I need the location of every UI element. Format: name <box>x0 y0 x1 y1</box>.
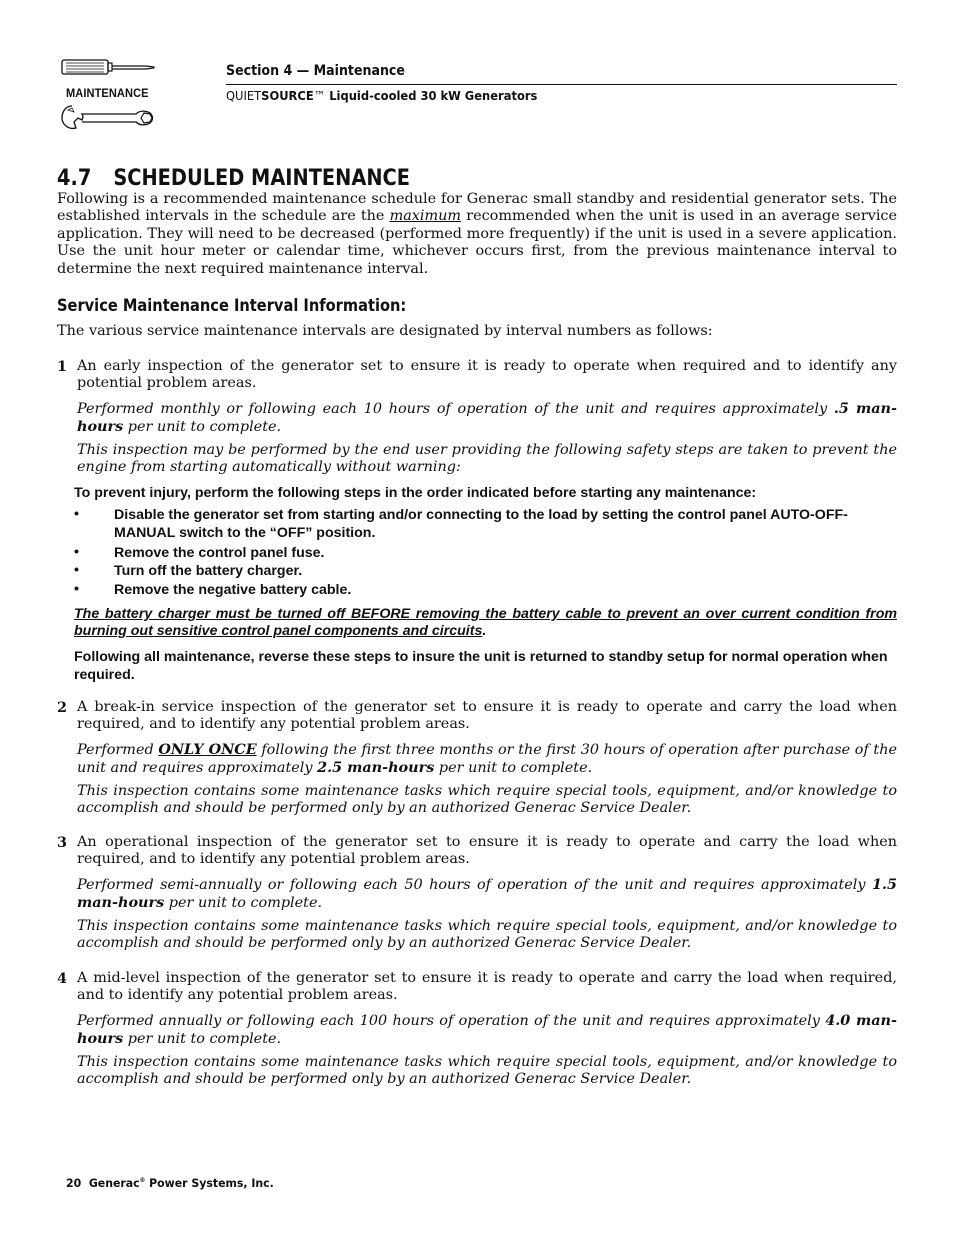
interval-performed <box>77 1012 897 1049</box>
bullet-icon: • <box>74 581 79 597</box>
subtitle-quiet: QUIET <box>226 88 262 103</box>
interval-note: This inspection may be performed by the end user providing the following safety steps are taken to prevent the engine from starting automatically without warning: <box>77 442 897 476</box>
bullet-icon: • <box>74 544 79 560</box>
interval-performed <box>77 876 897 913</box>
footer-company-rest: Power Systems, Inc. <box>145 1176 274 1190</box>
interval-number: 3 <box>57 834 68 851</box>
subtitle-product: Liquid-cooled 30 kW Generators <box>325 88 538 103</box>
after-maintenance-note: Following all maintenance, reverse these steps to insure the unit is returned to standby setup for normal operation when required. <box>74 649 888 683</box>
interval-note: This inspection contains some maintenance tasks which require special tools, equipment, and/or knowledge to accomplish and should be performed only by an authorized Generac Service Dealer. <box>77 1054 897 1088</box>
page-title <box>57 166 410 191</box>
interval-number: 4 <box>57 970 68 987</box>
interval-description: A break-in service inspection of the generator set to ensure it is ready to operate and carry the load when required, and to identify any potential problem areas. <box>77 699 897 733</box>
interval-performed <box>77 741 897 778</box>
performed-text: Performed semi-annually or following each 50 hours of operation of the unit and requires approximately <box>77 877 872 893</box>
interval-description: An early inspection of the generator set to ensure it is ready to operate when required and to identify any potential problem areas. <box>77 358 897 392</box>
interval-description: An operational inspection of the generator set to ensure it is ready to operate and carry the load when required, and to identify any potential problem areas. <box>77 834 897 868</box>
registered-mark: ® <box>139 1177 146 1185</box>
subtitle-trademark: ™ <box>313 88 326 103</box>
performed-text-end: per unit to complete. <box>434 760 593 777</box>
interval-number: 1 <box>57 358 68 375</box>
performed-text: Performed <box>77 742 159 758</box>
performed-text: Performed annually or following each 100 hours of operation of the unit and requires approximately <box>77 1013 826 1029</box>
caution-period: . <box>482 623 487 639</box>
man-hours-value: .5 man-hours <box>77 400 897 436</box>
safety-step: Disable the generator set from starting and/or connecting to the load by setting the control panel AUTO-OFF-MANUAL switch to the “OFF” position. <box>114 507 848 541</box>
performed-text: Performed monthly or following each 10 hours of operation of the unit and requires approximately <box>77 401 834 417</box>
intro-emphasis: maximum <box>389 208 462 225</box>
bullet-icon: • <box>74 506 79 522</box>
document-subtitle <box>226 88 537 103</box>
header-divider <box>226 84 897 85</box>
performed-text-mid: following the first three months or the first 30 hours of operation after purchase of the unit and requires approximately <box>77 742 897 777</box>
safety-step: Turn off the battery charger. <box>114 563 303 579</box>
section-title: Section 4 — Maintenance <box>226 63 405 79</box>
safety-intro: To prevent injury, perform the following steps in the order indicated before starting any maintenance: <box>74 485 757 501</box>
bullet-icon: • <box>74 562 79 578</box>
subsection-heading: Service Maintenance Interval Information: <box>57 296 407 316</box>
intro-text-2: recommended when the unit is used in an average service application. They will need to be decreased (performed more frequently) if the unit is used in a severe application. Use the unit hour meter or calendar time, whichever occurs first, from the previous maintenance interval to determine the next required maintenance interval. <box>57 208 898 277</box>
man-hours-value: 2.5 man-hours <box>317 759 435 777</box>
intro-text-1: Following is a recommended maintenance schedule for Generac small standby and residential generator sets. The established intervals in the schedule are the <box>57 191 897 225</box>
performed-text-end: per unit to complete. <box>123 419 282 436</box>
interval-note: This inspection contains some maintenance tasks which require special tools, equipment, and/or knowledge to accomplish and should be performed only by an authorized Generac Service Dealer. <box>77 918 897 952</box>
safety-step: Remove the control panel fuse. <box>114 545 325 561</box>
interval-note: This inspection contains some maintenance tasks which require special tools, equipment, and/or knowledge to accomplish and should be performed only by an authorized Generac Service Dealer. <box>77 783 897 817</box>
interval-performed <box>77 400 897 437</box>
footer-company: Generac <box>88 1176 140 1190</box>
subsection-description: The various service maintenance intervals are designated by interval numbers as follows: <box>57 323 713 339</box>
only-once-emphasis: ONLY ONCE <box>158 741 257 758</box>
interval-description: A mid-level inspection of the generator set to ensure it is ready to operate and carry the load when required, and to identify any potential problem areas. <box>77 970 897 1004</box>
section-number: 4.7 <box>57 166 92 191</box>
page-number: 20 <box>66 1176 82 1190</box>
subtitle-source: SOURCE <box>261 88 314 103</box>
page-footer <box>66 1176 274 1190</box>
section-heading: SCHEDULED MAINTENANCE <box>113 166 410 191</box>
interval-number: 2 <box>57 699 68 716</box>
caution-text: The battery charger must be turned off BEFORE removing the battery cable to prevent an over current condition from burning out sensitive control panel components and circuits <box>74 606 897 639</box>
man-hours-value: 4.0 man-hours <box>77 1012 897 1048</box>
intro-paragraph <box>57 191 897 278</box>
performed-text-end: per unit to complete. <box>123 1031 282 1048</box>
performed-text-end: per unit to complete. <box>164 895 323 912</box>
logo-label: MAINTENANCE <box>66 86 149 100</box>
safety-step: Remove the negative battery cable. <box>114 582 352 598</box>
man-hours-value: 1.5 man-hours <box>77 876 897 912</box>
caution-note <box>74 606 897 640</box>
